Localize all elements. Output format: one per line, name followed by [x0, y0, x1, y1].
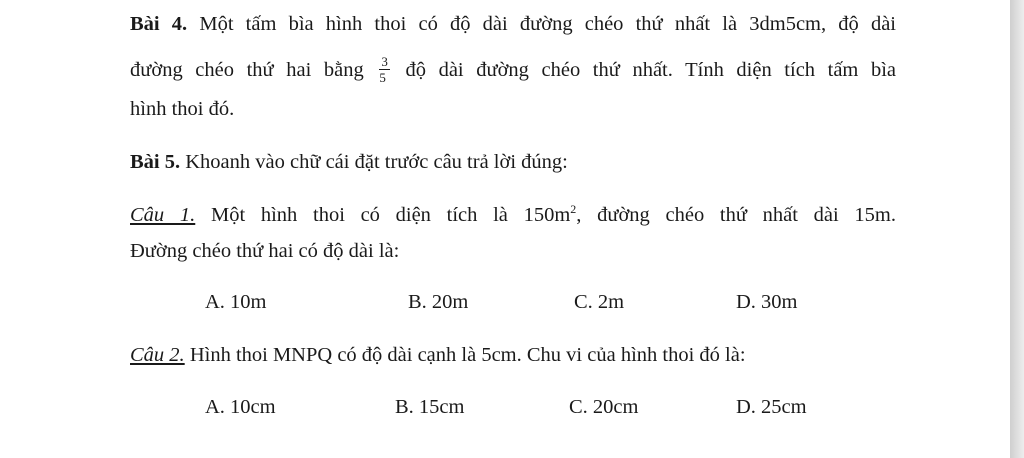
cau1-option-b[interactable]: B. 20m: [408, 291, 469, 313]
bai5-text: Khoanh vào chữ cái đặt trước câu trả lời đúng:: [180, 151, 568, 173]
bai4-line-1: [130, 12, 896, 36]
cau1-superscript: 2: [570, 202, 577, 216]
cau1-option-c[interactable]: C. 2m: [574, 291, 625, 313]
bai4-line-3: hình thoi đó.: [130, 98, 235, 120]
bai5-heading: [130, 150, 568, 174]
bai4-label: Bài 4.: [130, 13, 188, 35]
cau1-label: Câu 1.: [130, 204, 196, 226]
cau2-line: [130, 343, 746, 367]
fraction-numerator: 3: [381, 54, 388, 69]
cau2-text: Hình thoi MNPQ có độ dài cạnh là 5cm. Chu vi của hình thoi đó là:: [184, 344, 746, 366]
cau1-option-a[interactable]: A. 10m: [205, 291, 267, 313]
page-edge-shadow: [1010, 0, 1024, 458]
cau2-option-a[interactable]: A. 10cm: [205, 396, 276, 418]
cau2-option-d[interactable]: D. 25cm: [736, 396, 807, 418]
cau1-line-2: Đường chéo thứ hai có độ dài là:: [130, 240, 400, 262]
bai5-label: Bài 5.: [130, 151, 181, 173]
cau1-line-1: [130, 203, 896, 227]
cau1-line1-after: , đường chéo thứ nhất dài 15m.: [576, 204, 896, 226]
cau2-option-c[interactable]: C. 20cm: [569, 396, 639, 418]
cau1-option-d[interactable]: D. 30m: [736, 291, 798, 313]
bai4-line2-before: đường chéo thứ hai bằng: [130, 59, 364, 82]
bai4-line2-after: độ dài đường chéo thứ nhất. Tính diện tích tấm bìa: [405, 59, 897, 82]
fraction-three-fifths: [379, 55, 390, 84]
bai4-line1-text: Một tấm bìa hình thoi có độ dài đường chéo thứ nhất là 3dm5cm, độ dài: [187, 13, 896, 35]
cau2-option-b[interactable]: B. 15cm: [395, 396, 465, 418]
bai4-line-2: [130, 54, 897, 86]
fraction-denominator: 5: [379, 70, 386, 85]
cau1-line1-before: Một hình thoi có diện tích là 150m: [195, 204, 571, 226]
cau2-label: Câu 2.: [130, 344, 185, 366]
